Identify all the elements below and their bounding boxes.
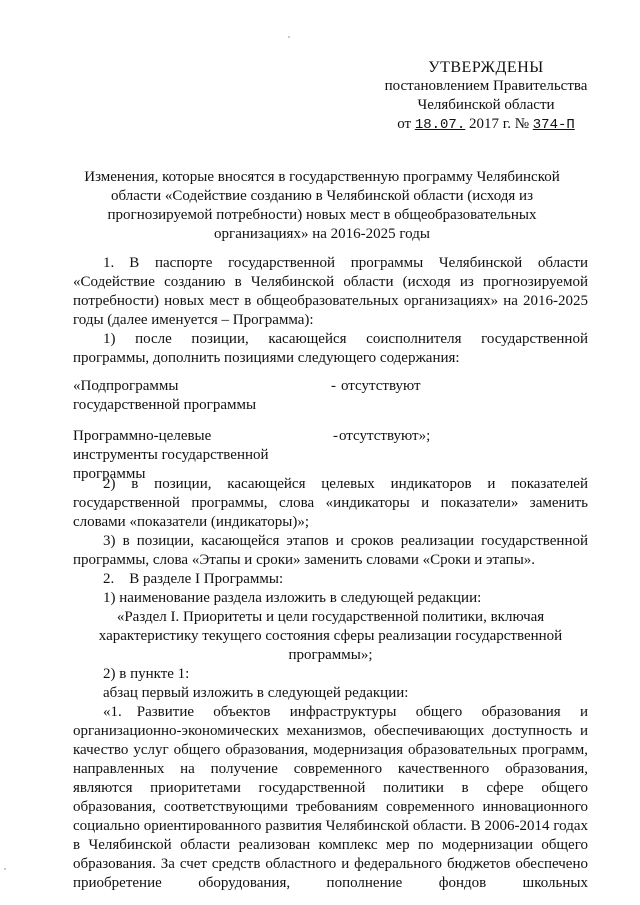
scan-speck xyxy=(4,868,6,870)
title-line-4: организациях» на 2016-2025 годы xyxy=(214,226,430,242)
paragraph-2: 1) после позиции, касающейся соисполнителя государственной программы, дополнить позициями следующего содержания: xyxy=(73,331,588,366)
paragraph-9: абзац первый изложить в следующей редакции: xyxy=(103,685,409,701)
paragraph-6: 1) наименование раздела изложить в следующей редакции: xyxy=(103,590,482,606)
approval-line-1: постановлением Правительства xyxy=(384,78,588,94)
title-line-2: области «Содействие созданию в Челябинской области (исходя из xyxy=(111,188,533,204)
year-label: 2017 г. № xyxy=(468,116,530,132)
approval-date-line xyxy=(378,115,594,135)
document-body xyxy=(73,254,588,893)
paragraph-8: 2) в пункте 1: xyxy=(103,666,190,682)
title-line-3: прогнозируемой потребности) новых мест в общеобразовательных xyxy=(107,207,537,223)
scan-speck xyxy=(288,36,290,38)
paragraph-1: 1. В паспорте государственной программы Челябинской области «Содействие созданию в Челябинской области (исходя из прогнозируемой потребности) новых мест в общеобразовательных организациях» на 2016-2025 годы (далее именуется – Программа): xyxy=(73,255,588,328)
row-dash: - xyxy=(333,428,338,444)
approval-line-2: Челябинской области xyxy=(417,97,555,113)
paragraph-5: 2. В разделе I Программы: xyxy=(103,571,284,587)
table-row-instruments xyxy=(73,427,588,482)
title-line-1: Изменения, которые вносятся в государственную программу Челябинской xyxy=(84,169,560,185)
paragraph-4: 3) в позиции, касающейся этапов и сроков реализации государственной программы, слова «Этапы и сроки» заменить словами «Сроки и этапы». xyxy=(73,533,588,568)
approval-title: УТВЕРЖДЕНЫ xyxy=(428,59,544,76)
table-row-subprograms xyxy=(73,377,588,415)
row-label: Программно-целевые инструменты государственной программы xyxy=(73,428,269,482)
approval-date: 18.07. xyxy=(414,117,466,133)
row-value: отсутствуют xyxy=(341,378,421,394)
row-value: отсутствуют»; xyxy=(339,428,431,444)
paragraph-3: 2) в позиции, касающейся целевых индикаторов и показателей государственной программы, слова «индикаторы и показатели» заменить словами «показатели (индикаторы)»; xyxy=(73,476,588,530)
from-label: от xyxy=(397,116,412,132)
paragraph-7: «Раздел I. Приоритеты и цели государственной политики, включая характеристику текущего состояния сферы реализации государственной программы»; xyxy=(98,609,563,663)
row-label: «Подпрограммы государственной программы xyxy=(73,378,257,413)
approval-block xyxy=(378,58,594,135)
paragraph-10: «1. Развитие объектов инфраструктуры общего образования и организационно-экономических механизмов, обеспечивающих доступность и качество услуг общего образования, модернизация образовательных программ, направленных на получение современного качественного образования, являются приоритетами государственной политики в сфере общего образования, соответствующими требованиям современного инновационного социально ориентированного развития Челябинской области. В 2006-2014 годах в Челябинской области реализован комплекс мер по модернизации общего образования. За счет средств областного и федерального бюджетов обеспечено приобретение оборудования, пополнение фондов школьных xyxy=(73,704,588,891)
row-dash: - xyxy=(331,378,336,394)
document-title xyxy=(80,168,564,244)
approval-number: 374-П xyxy=(532,117,575,133)
